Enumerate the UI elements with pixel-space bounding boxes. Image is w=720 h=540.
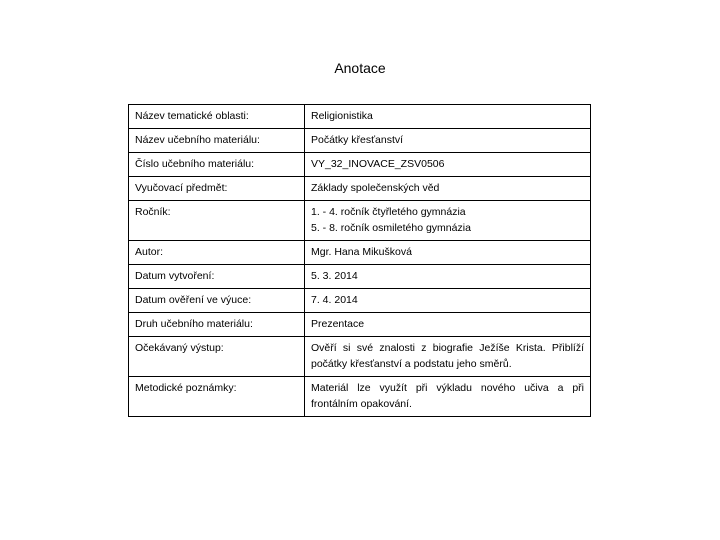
value-line: Základy společenských věd [311,182,440,194]
table-row [129,313,591,337]
table-row [129,177,591,201]
row-value: Ověří si své znalosti z biografie Ježíše Krista. Přiblíží počátky křesťanství a podstatu jeho směrů. [305,337,591,377]
value-line: Religionistika [311,110,373,122]
row-label: Název tematické oblasti: [129,105,305,129]
value-line: VY_32_INOVACE_ZSV0506 [311,158,445,170]
table-row [129,129,591,153]
row-value: Materiál lze využít při výkladu nového učiva a při frontálním opakování. [305,377,591,417]
value-line: 1. - 4. ročník čtyřletého gymnázia [311,206,466,218]
value-line: 7. 4. 2014 [311,294,358,306]
value-line: Mgr. Hana Mikušková [311,246,412,258]
row-value [305,201,591,241]
value-line: 5. - 8. ročník osmiletého gymnázia [311,222,471,234]
row-value [305,265,591,289]
row-label: Metodické poznámky: [129,377,305,417]
row-value [305,129,591,153]
row-label: Datum ověření ve výuce: [129,289,305,313]
table-row [129,289,591,313]
value-line: 5. 3. 2014 [311,270,358,282]
table-row [129,337,591,377]
page-title: Anotace [334,60,386,76]
row-label: Autor: [129,241,305,265]
table-row [129,377,591,417]
row-value [305,177,591,201]
row-label: Ročník: [129,201,305,241]
table-row [129,241,591,265]
row-label: Název učebního materiálu: [129,129,305,153]
row-value [305,241,591,265]
table-row [129,201,591,241]
value-line: Počátky křesťanství [311,134,404,146]
table-row [129,265,591,289]
row-value [305,313,591,337]
annotation-table [128,104,591,417]
row-label: Vyučovací předmět: [129,177,305,201]
table-row [129,105,591,129]
row-label: Druh učebního materiálu: [129,313,305,337]
table-row [129,153,591,177]
row-label: Datum vytvoření: [129,265,305,289]
row-label: Číslo učebního materiálu: [129,153,305,177]
row-value [305,153,591,177]
value-line: Prezentace [311,318,365,330]
row-label: Očekávaný výstup: [129,337,305,377]
row-value [305,105,591,129]
row-value [305,289,591,313]
